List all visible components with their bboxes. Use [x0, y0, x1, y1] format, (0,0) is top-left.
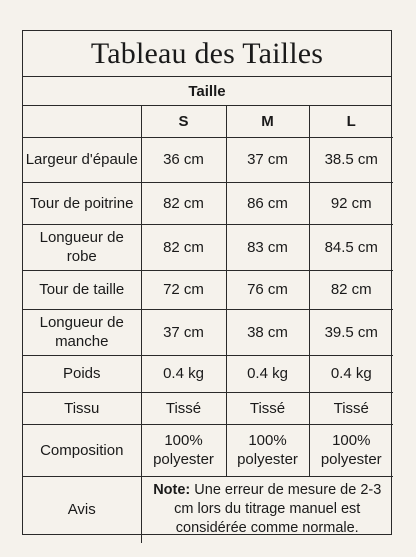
notice-prefix: Note: — [153, 482, 191, 499]
table-row — [23, 309, 393, 355]
cell-value: 100% polyester — [141, 424, 226, 476]
cell-value: 100% polyester — [226, 424, 309, 476]
cell-value: Tissé — [226, 392, 309, 424]
cell-value: 0.4 kg — [226, 355, 309, 392]
cell-value: 82 cm — [141, 182, 226, 224]
table-row — [23, 392, 393, 424]
cell-value: 0.4 kg — [141, 355, 226, 392]
row-label: Longueur de manche — [23, 309, 141, 355]
cell-value: 37 cm — [226, 137, 309, 182]
cell-value: 76 cm — [226, 270, 309, 309]
table-row — [23, 137, 393, 182]
row-label: Tour de taille — [23, 270, 141, 309]
table-row — [23, 424, 393, 476]
notice-label: Avis — [23, 476, 141, 543]
table-row — [23, 355, 393, 392]
cell-value: 39.5 cm — [309, 309, 393, 355]
notice-row — [23, 476, 393, 543]
row-label: Poids — [23, 355, 141, 392]
cell-value: 37 cm — [141, 309, 226, 355]
chart-title: Tableau des Tailles — [23, 31, 391, 77]
cell-value: Tissé — [309, 392, 393, 424]
cell-value: 86 cm — [226, 182, 309, 224]
size-header-m: M — [226, 106, 309, 137]
size-table — [23, 106, 393, 543]
cell-value: 83 cm — [226, 224, 309, 270]
table-row — [23, 182, 393, 224]
cell-value: 92 cm — [309, 182, 393, 224]
cell-value: 82 cm — [309, 270, 393, 309]
cell-value: 72 cm — [141, 270, 226, 309]
row-label: Largeur d'épaule — [23, 137, 141, 182]
cell-value: 84.5 cm — [309, 224, 393, 270]
size-group-header: Taille — [23, 77, 391, 106]
cell-value: 36 cm — [141, 137, 226, 182]
notice-text: Une erreur de mesure de 2-3 cm lors du titrage manuel est considérée comme normale. — [174, 482, 382, 537]
cell-value: 0.4 kg — [309, 355, 393, 392]
cell-value: 100% polyester — [309, 424, 393, 476]
cell-value: 82 cm — [141, 224, 226, 270]
size-header-row — [23, 106, 393, 137]
table-row — [23, 224, 393, 270]
notice-text-cell — [141, 476, 393, 543]
row-label: Tour de poitrine — [23, 182, 141, 224]
table-row — [23, 270, 393, 309]
size-header-s: S — [141, 106, 226, 137]
cell-value: 38 cm — [226, 309, 309, 355]
cell-value: Tissé — [141, 392, 226, 424]
row-label: Composition — [23, 424, 141, 476]
empty-corner-cell — [23, 106, 141, 137]
row-label: Longueur de robe — [23, 224, 141, 270]
size-chart — [22, 30, 392, 535]
size-header-l: L — [309, 106, 393, 137]
cell-value: 38.5 cm — [309, 137, 393, 182]
row-label: Tissu — [23, 392, 141, 424]
